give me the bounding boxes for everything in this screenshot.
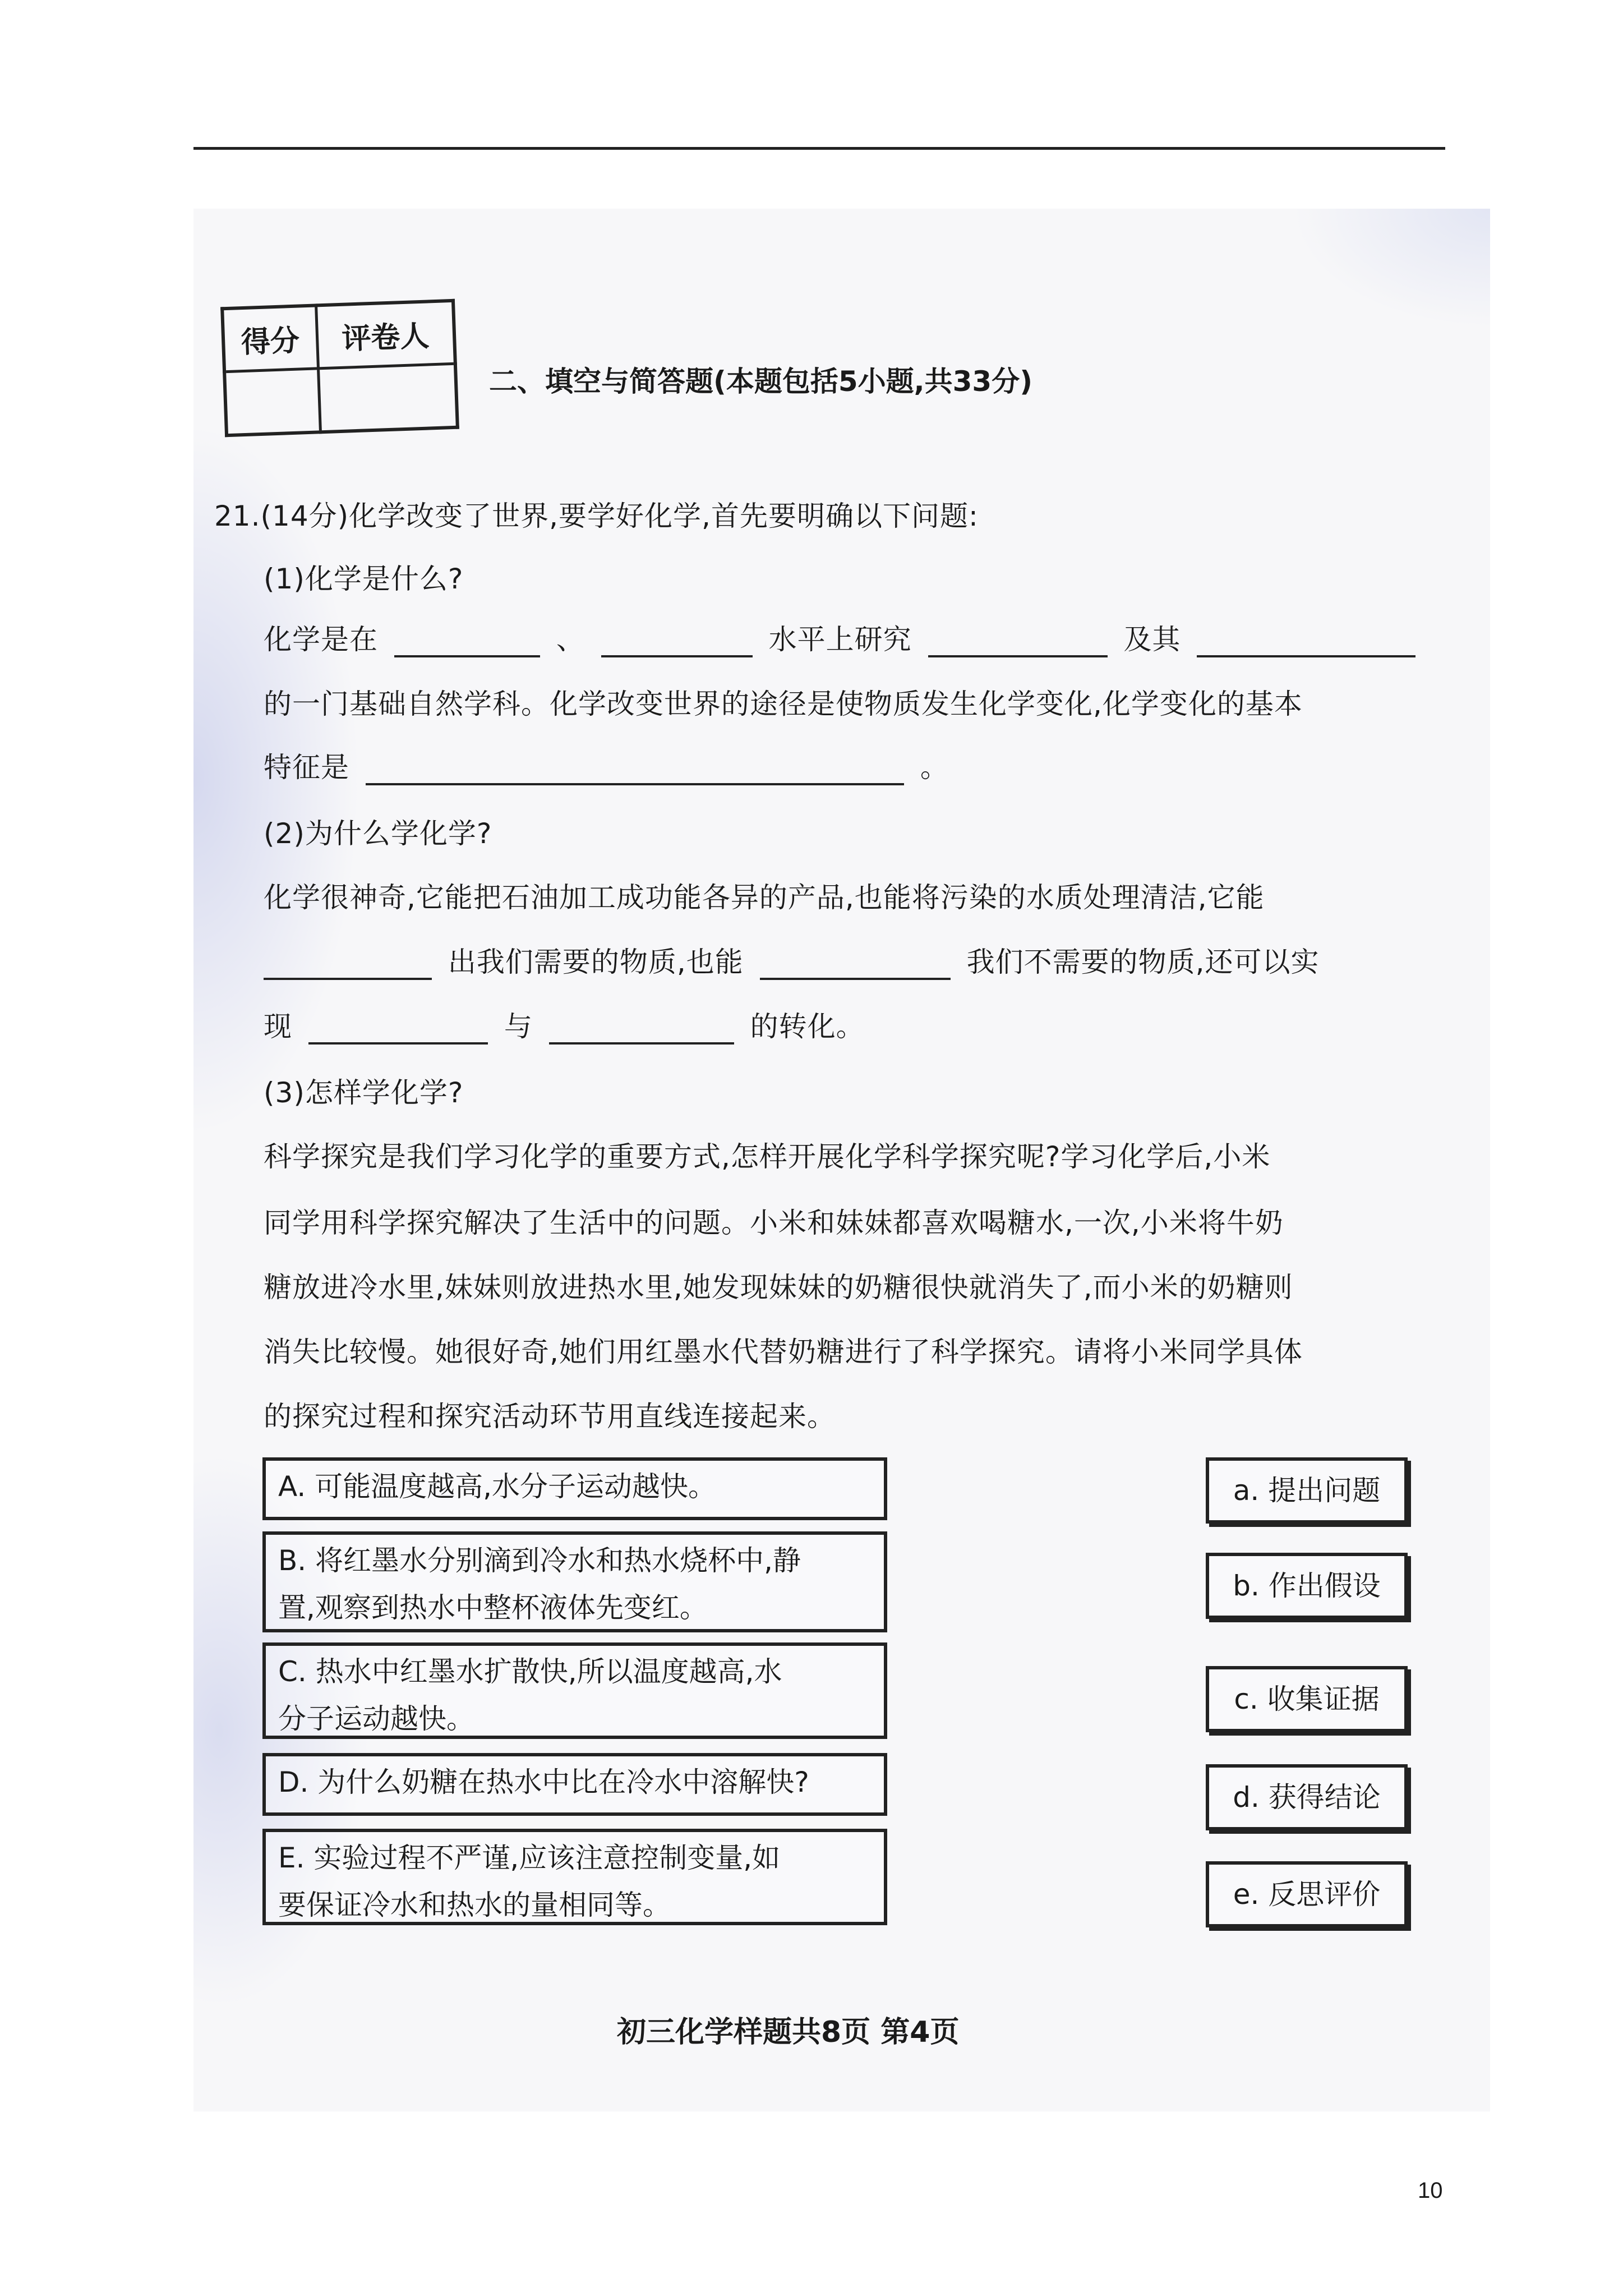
part3-line: 消失比较慢。她很好奇,她们用红墨水代替奶糖进行了科学探究。请将小米同学具体 [264,1336,1303,1368]
section-heading: 二、填空与简答题(本题包括5小题,共33分) [489,365,1033,398]
score-table [220,299,459,437]
part2-title: (2)为什么学化学? [264,817,492,850]
part2-line2-b: 我们不需要的物质,还可以实 [966,946,1320,978]
blank-9[interactable] [549,1012,734,1045]
score-cell [224,369,320,435]
top-rule [193,147,1445,150]
part1-line1-d: 及其 [1123,623,1181,656]
part3-line: 同学用科学探究解决了生活中的问题。小米和妹妹都喜欢喝糖水,一次,小米将牛奶 [264,1207,1284,1239]
option-text: D. 为什么奶糖在热水中比在冷水中溶解快? [278,1766,809,1798]
blank-4[interactable] [1197,625,1415,657]
option-b-box[interactable] [262,1531,887,1632]
step-c-box[interactable]: c. 收集证据 [1206,1666,1408,1732]
part2-line2 [264,940,1320,980]
option-text: C. 热水中红墨水扩散快,所以温度越高,水 [278,1655,782,1688]
option-text: E. 实验过程不严谨,应该注意控制变量,如 [278,1842,781,1874]
part2-line3-c: 的转化。 [750,1010,865,1043]
step-b-box[interactable]: b. 作出假设 [1206,1553,1408,1619]
blank-1[interactable] [394,625,540,657]
blank-8[interactable] [308,1012,488,1045]
blank-3[interactable] [928,625,1108,657]
step-d-box[interactable]: d. 获得结论 [1206,1764,1408,1830]
part3-line: 科学探究是我们学习化学的重要方式,怎样开展化学科学探究呢?学习化学后,小米 [264,1140,1271,1173]
part1-title: (1)化学是什么? [264,563,464,595]
option-text: B. 将红墨水分别滴到冷水和热水烧杯中,静 [278,1544,801,1577]
exam-footer: 初三化学样题共8页 第4页 [617,2016,960,2049]
question-intro: 21.(14分)化学改变了世界,要学好化学,首先要明确以下问题: [214,500,979,532]
part2-line2-a: 出我们需要的物质,也能 [448,946,744,978]
part2-line1: 化学很神奇,它能把石油加工成功能各异的产品,也能将污染的水质处理清洁,它能 [264,881,1265,914]
part1-line2: 的一门基础自然学科。化学改变世界的途径是使物质发生化学变化,化学变化的基本 [264,688,1303,720]
part3-line: 糖放进冷水里,妹妹则放进热水里,她发现妹妹的奶糖很快就消失了,而小米的奶糖则 [264,1271,1293,1304]
part2-line3-b: 与 [504,1010,533,1043]
step-a-box[interactable]: a. 提出问题 [1206,1457,1408,1524]
option-d-box[interactable] [262,1753,887,1816]
blank-2[interactable] [601,625,753,657]
option-e-box[interactable] [262,1829,887,1925]
blank-7[interactable] [760,947,951,980]
step-e-box[interactable]: e. 反思评价 [1206,1861,1408,1927]
option-text: 置,观察到热水中整杯液体先变红。 [278,1591,708,1624]
option-a-box[interactable] [262,1457,887,1520]
part3-line: 的探究过程和探究活动环节用直线连接起来。 [264,1400,836,1433]
part1-line1 [264,617,1422,657]
part1-line1-a: 化学是在 [264,623,378,656]
option-c-box[interactable] [262,1642,887,1739]
option-text: 要保证冷水和热水的量相同等。 [278,1889,671,1921]
blank-5[interactable] [366,753,904,785]
part2-line3-a: 现 [264,1010,292,1043]
score-header: 得分 [222,305,318,371]
option-text: 分子运动越快。 [278,1703,474,1735]
part1-line3-a: 特征是 [264,751,349,784]
part3-title: (3)怎样学化学? [264,1076,464,1109]
option-text: A. 可能温度越高,水分子运动越快。 [278,1470,717,1503]
page-number: 10 [1418,2178,1443,2203]
grader-cell [318,364,458,432]
part1-line1-b: 、 [556,623,585,656]
grader-header: 评卷人 [316,301,455,369]
part1-line3-b: 。 [920,751,949,784]
blank-6[interactable] [264,947,432,980]
part1-line1-c: 水平上研究 [768,623,912,656]
part2-line3 [264,1004,865,1045]
part1-line3 [264,745,949,785]
